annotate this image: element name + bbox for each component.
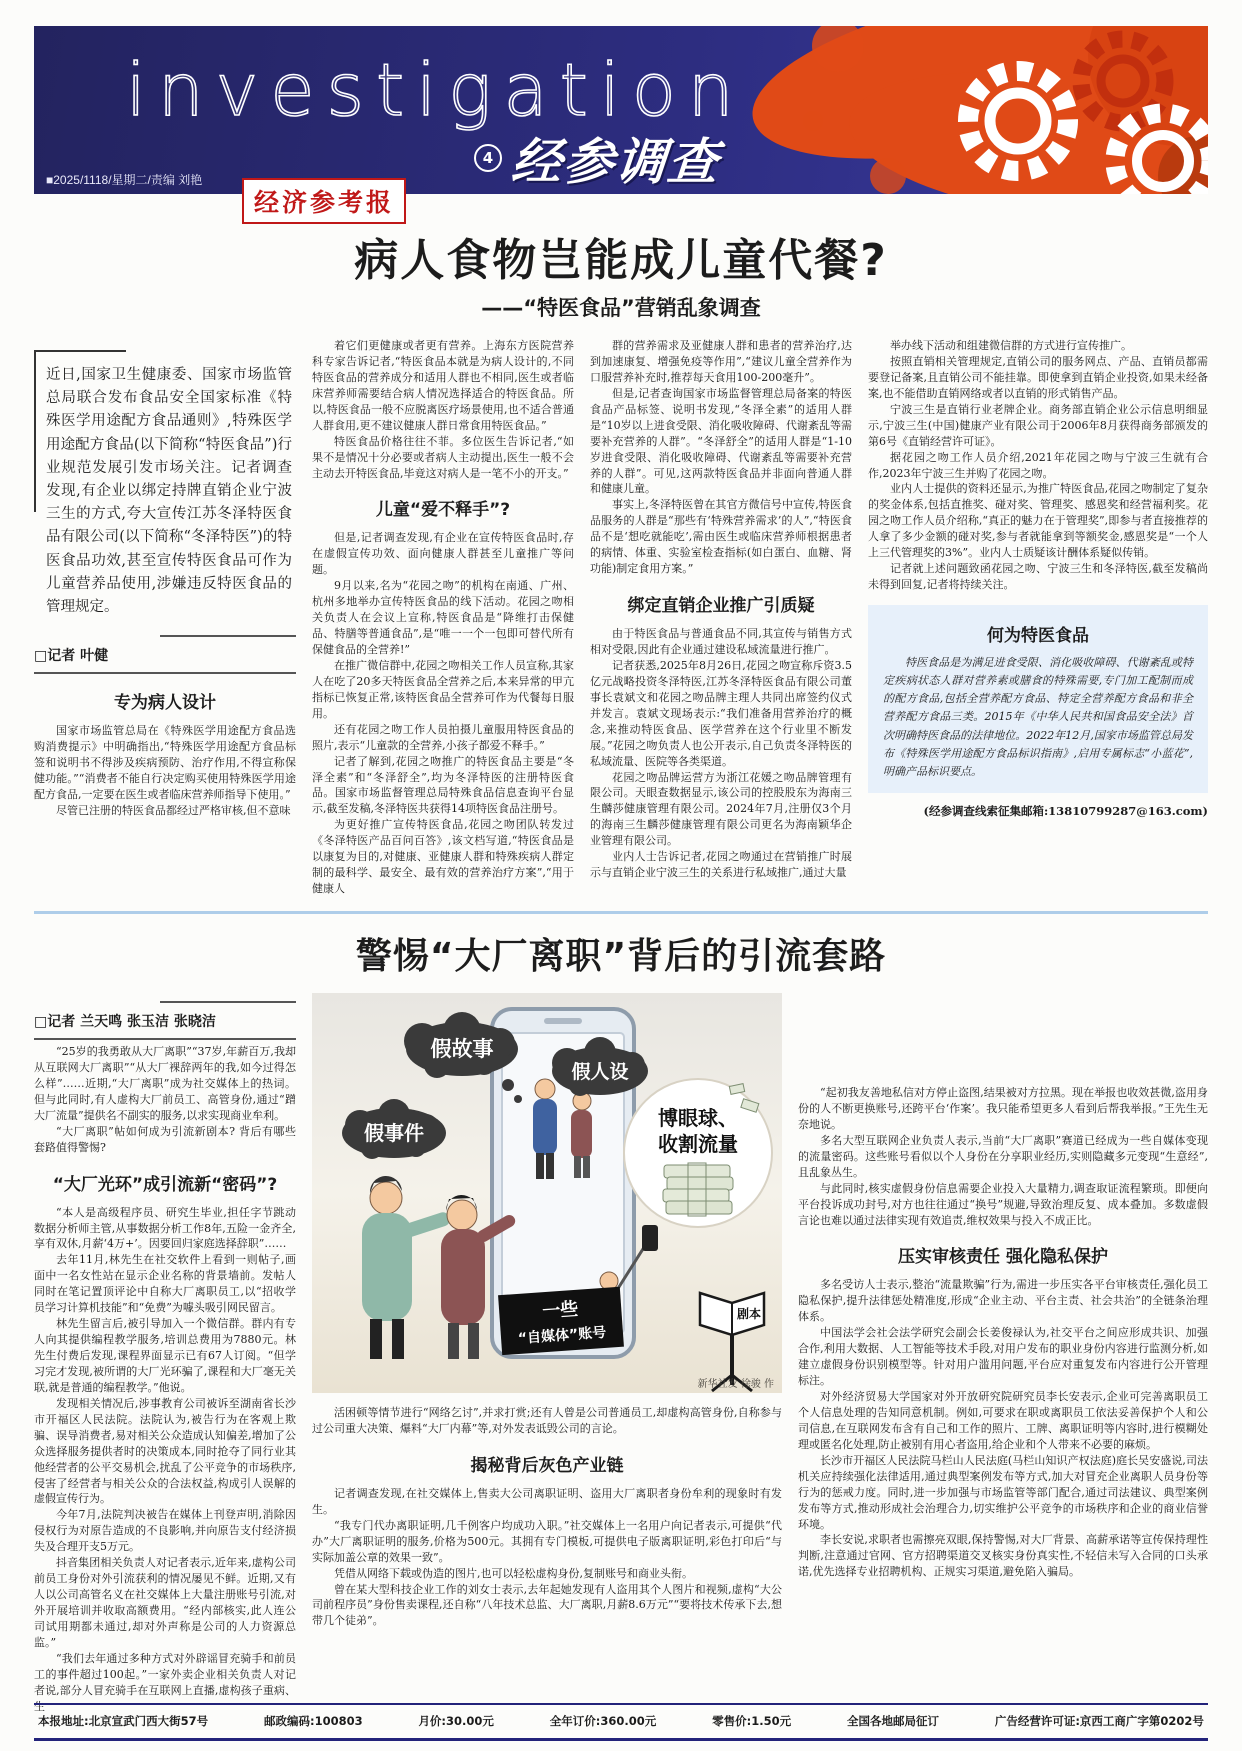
masthead-english-title: investigation bbox=[126, 48, 746, 132]
dateline: ■2025/1118/星期二/责编 刘艳 bbox=[46, 173, 203, 187]
article2-headline: 警惕“大厂离职”背后的引流套路 bbox=[355, 936, 887, 977]
article-paragraph: 业内人士告诉记者,花园之吻通过在营销推广时展示与直销企业宁波三生的关系进行私域推广,通过大量 bbox=[590, 850, 852, 880]
article1-col2 bbox=[312, 338, 574, 897]
masthead bbox=[34, 26, 1208, 194]
script-label: 剧本 bbox=[736, 1307, 762, 1321]
cartoon-bubble3-label: 假事件 bbox=[364, 1121, 424, 1145]
page-footer bbox=[34, 1703, 1208, 1741]
article-paragraph: 多名受访人士表示,整治“流量欺骗”行为,需进一步压实各平台审核责任,强化员工隐私保护,提升法律惩处精准度,形成“企业主动、平台主责、社会共治”的全链条治理体系。 bbox=[798, 1278, 1208, 1324]
footer-retail-price: 零售价:1.50元 bbox=[712, 1714, 792, 1728]
article2-col3 bbox=[798, 993, 1208, 1580]
section-heading: “大厂光环”成引流新“密码”? bbox=[52, 1174, 278, 1195]
article-paragraph: 记者获悉,2025年8月26日,花园之吻宣称斥资3.5亿元战略投资冬泽特医,江苏冬泽特医食品有限公司董事长袁斌文和花园之吻品牌主理人共同出席签约仪式并发言。袁斌文现场表示:“我们准备用营养治疗的概念,来推动特医食品、医学营养在这个行业里不断发展。”花园之吻负责人也公开表示,自己负责冬泽特医的私域流量、医院等各类渠道。 bbox=[590, 658, 852, 768]
article-paragraph: 曾在某大型科技企业工作的刘女士表示,去年起她发现有人盗用其个人图片和视频,虚构“大公司前程序员”身份售卖课程,还自称“八年技术总监、大厂离职,月薪8.6万元”“要将技术传承下去,想带几个徒弟”。 bbox=[312, 1582, 782, 1628]
section-title: 经参调查 bbox=[509, 133, 723, 191]
article-paragraph: 记者了解到,花园之吻推广的特医食品主要是“冬泽全素”和“冬泽舒全”,均为冬泽特医的注册特医食品。国家市场监督管理总局特殊食品信息查询平台显示,截至发稿,冬泽特医共获得14项特医食品注册号。 bbox=[312, 754, 574, 816]
article-paragraph: 抖音集团相关负责人对记者表示,近年来,虚构公司前员工身份对外引流获利的情况屡见不鲜。近期,又有人以公司高管名义在社交媒体上大量注册账号引流,对外开展培训并收取高额费用。“经内部核实,此人连公司试用期都未通过,却对外声称是公司的人力资源总监。” bbox=[34, 1556, 296, 1649]
article-paragraph: 凭借从网络下载或伪造的图片,也可以轻松虚构身份,复制账号和商业头衔。 bbox=[334, 1566, 693, 1580]
footer-monthly-price: 月价:30.00元 bbox=[418, 1714, 494, 1728]
money-stack-icon bbox=[663, 1163, 733, 1216]
sidebar-box-title: 何为特医食品 bbox=[987, 626, 1089, 646]
article-paragraph: 国家市场监管总局在《特殊医学用途配方食品选购消费提示》中明确指出,“特殊医学用途配方食品标签和说明书不得涉及疾病预防、治疗作用,不得宣称保健功能。”“消费者不能自行决定购买使用特殊医学用途配方食品,一定要在医生或者临床营养师指导下使用。” bbox=[34, 724, 296, 801]
article-paragraph: 活困顿等情节进行“网络乞讨”,并求打赏;还有人曾是公司普通员工,却虚构高管身份,自称参与过公司重大决策、爆料“大厂内幕”等,对外发表诋毁公司的言论。 bbox=[312, 1406, 782, 1435]
article1-col1 bbox=[34, 338, 296, 819]
article1-columns bbox=[0, 338, 1242, 897]
footer-annual-price: 全年订价:360.00元 bbox=[549, 1714, 657, 1728]
editorial-cartoon bbox=[312, 993, 782, 1393]
article1-lede: 近日,国家卫生健康委、国家市场监管总局联合发布食品安全国家标准《特殊医学用途配方食品通则》,特殊医学用途配方食品(以下简称“特医食品”)行业规范发展引发市场关注。记者调查发现,有企业以绑定持牌直销企业宁波三生的方式,夸大宣传江苏冬泽特医食品有限公司(以下简称“冬泽特医”)的特医食品功效,甚至宣传特医食品可作为儿童营养品使用,涉嫌违反特医食品的管理规定。 bbox=[34, 338, 296, 627]
circle-line1: 博眼球、 bbox=[658, 1106, 738, 1130]
section-divider bbox=[34, 911, 1208, 914]
footer-address: 本报地址:北京宣武门西大街57号 bbox=[38, 1714, 209, 1728]
article-paragraph: 长沙市开福区人民法院马栏山人民法庭(马栏山知识产权法庭)庭长吴安盛说,司法机关应持续强化法律适用,通过典型案例发布等方式,加大对冒充企业离职人员身份等行为的惩戒力度。同时,进一步加强与市场监管等部门配合,通过司法建议、典型案例发布等方式,推动形成社会治理合力,切实维护公平竞争的市场秩序和企业的商业信誉环境。 bbox=[798, 1453, 1208, 1531]
article2-col1-body bbox=[34, 1044, 296, 1715]
section-heading: 儿童“爱不释手”? bbox=[375, 500, 511, 521]
article-paragraph: 记者就上述问题致函花园之吻、宁波三生和冬泽特医,截至发稿尚未得到回复,记者将持续关注。 bbox=[868, 562, 1208, 592]
section-heading: 绑定直销企业推广引质疑 bbox=[627, 596, 815, 617]
article2-byline: □记者 兰天鸣 张玉洁 张晓洁 bbox=[34, 993, 296, 1040]
article-paragraph: 与此同时,核实虚假身份信息需要企业投入大量精力,调查取证流程繁琐。即便向平台投诉成功封号,对方也往往通过“换号”规避,导致治理反复、成本叠加。多数虚假言论也难以通过法律实现有效追责,维权效果与投入不成正比。 bbox=[798, 1181, 1208, 1227]
article-paragraph: 但是,记者调查发现,有企业在宣传特医食品时,存在虚假宣传功效、面向健康人群甚至儿童推广等问题。 bbox=[312, 531, 574, 577]
article-paragraph: 着它们更健康或者更有营养。上海东方医院营养科专家告诉记者,“特医食品本就是为病人设计的,不同特医食品的营养成分和适用人群也不相同,医生或者临床营养师需要结合病人情况选择适合的特医食品。所以,特医食品一般不应脱离医疗场景使用,也不适合普通人群食用,更不建议健康人群日常食用特医食品。” bbox=[312, 339, 574, 432]
article-paragraph: 中国法学会社会法学研究会副会长姜俊禄认为,社交平台之间应形成共识、加强合作,利用大数据、人工智能等技术手段,对用户发布的职业身份内容进行监测分析,如建立虚假身份识别模型等。针对用户滥用问题,平台应对重复发布内容进行公开管理标注。 bbox=[798, 1326, 1208, 1388]
article-paragraph: 举办线下活动和组建微信群的方式进行宣传推广。 bbox=[890, 339, 1132, 352]
article-paragraph: 在推广微信群中,花园之吻相关工作人员宣称,其家人在吃了20多天特医食品全营养之后,本来异常的甲亢指标已恢复正常,该特医食品全营养可作为代餐每日服用。 bbox=[312, 658, 574, 720]
circle-line2: 收割流量 bbox=[658, 1132, 738, 1156]
newspaper-logo: 经济参考报 bbox=[242, 178, 406, 224]
cartoon-credit: 新华社发 徐骏 作 bbox=[697, 1379, 774, 1390]
article-paragraph: “起初我友善地私信对方停止盗图,结果被对方拉黑。现在举报也收效甚微,盗用身份的人不断更换账号,还跨平台‘作案’。我只能希望更多人看到后帮我举报。”王先生无奈地说。 bbox=[798, 1086, 1208, 1131]
article-paragraph: 业内人士提供的资料还显示,为推广特医食品,花园之吻制定了复杂的奖金体系,包括直推奖、碰对奖、管理奖、感恩奖和经营福利奖。花园之吻工作人员介绍称,“真正的魅力在于管理奖”,即参与者直接推荐的人拿了多少金额的碰对奖,参与者就能拿到等额奖金,感恩奖是“一个人上三代管理奖的3%”。业内人士质疑该计酬体系疑似传销。 bbox=[868, 482, 1208, 560]
article-paragraph: 据花园之吻工作人员介绍,2021年花园之吻与宁波三生就有合作,2023年宁波三生并购了花园之吻。 bbox=[868, 450, 1208, 480]
section-heading: 专为病人设计 bbox=[114, 693, 216, 714]
traffic-harvest-circle bbox=[624, 1079, 772, 1227]
section-heading: 揭秘背后灰色产业链 bbox=[470, 1455, 624, 1476]
article-paragraph: 今年7月,法院判决被告在媒体上刊登声明,消除因侵权行为对原告造成的不良影响,并向原告支付经济损失及合理开支5万元。 bbox=[34, 1508, 296, 1554]
article-paragraph: 特医食品价格往往不菲。多位医生告诉记者,“如果不是情况十分必要或者病人主动提出,医生一般不会主动去开特医食品,毕竟这对病人是一笔不小的开支。” bbox=[312, 434, 574, 480]
cartoon-bubble2-label: 假人设 bbox=[571, 1061, 629, 1083]
article-paragraph: 去年11月,林先生在社交软件上看到一则帖子,画面中一名女性站在显示企业名称的背景墙前。发帖人同时在笔记置顶评论中自称大厂离职员工,以“招收学员学习计算机技能”和“免费”为噱头吸引网民留言。 bbox=[34, 1253, 296, 1315]
article-paragraph: 林先生留言后,被引导加入一个微信群。群内有专人向其提供编程教学服务,培训总费用为7880元。林先生付费后发现,课程界面显示已有67人订阅。“但学习完才发现,被所谓的大厂光环骗了,课程和大厂毫无关联,就是普通的编程教学。”他说。 bbox=[34, 1317, 296, 1394]
article-paragraph: 群的营养需求及亚健康人群和患者的营养治疗,达到加速康复、增强免疫等作用”,“建议儿童全营养作为口服营养补充时,推荐每天食用100-200毫升”。 bbox=[590, 339, 852, 384]
self-media-sign bbox=[498, 1287, 624, 1355]
article2-col2-body bbox=[312, 1405, 782, 1629]
article-paragraph: “25岁的我勇敢从大厂离职”“37岁,年薪百万,我却从互联网大厂离职”“从大厂裸辞两年的我,如今过得怎么样”……近期,“大厂离职”成为社交媒体上的热词。但与此同时,有人虚构大厂前员工、高管身份,通过“蹭大厂流量”提供名不副实的服务,以求实现商业牟利。 bbox=[34, 1045, 296, 1122]
article-paragraph: 还有花园之吻工作人员拍摄儿童服用特医食品的照片,表示“儿童款的全营养,小孩子都爱不释手。” bbox=[312, 722, 574, 752]
page-number-badge: 4 bbox=[474, 144, 502, 172]
article1-headline: 病人食物岂能成儿童代餐? bbox=[354, 235, 888, 286]
article1-byline: □记者 叶健 bbox=[34, 627, 296, 674]
article2-columns bbox=[0, 993, 1242, 1715]
article-paragraph: 事实上,冬泽特医曾在其官方微信号中宣传,特医食品服务的人群是“那些有‘特殊营养需求’的人”,“特医食品不是‘想吃就能吃’,需由医生或临床营养师根据患者的病情、体重、实验室检查指标(如白蛋白、血糖、肾功能)制定食用方案。” bbox=[590, 498, 852, 576]
article-paragraph: 发现相关情况后,涉事教育公司被诉至湖南省长沙市开福区人民法院。法院认为,被告行为在客观上欺骗、误导消费者,易对相关公众造成认知偏差,增加了公众选择服务提供者时的决策成本,同时抢夺了同行业其他经营者的公平交易机会,扰乱了公平竞争的市场秩序,侵害了经营者与相关公众的合法权益,构成引人误解的虚假宣传行为。 bbox=[34, 1396, 296, 1506]
article-paragraph: 对外经济贸易大学国家对外开放研究院研究员李长安表示,企业可完善离职员工个人信息处理的告知同意机制。例如,可要求在职或离职员工依法妥善保护个人和公司信息,在互联网发布含有自己和工作的照片、工牌、离职证明等内容时,进行模糊处理或匿名化处理,防止被别有用心者盗用,给企业和个人带来不必要的麻烦。 bbox=[798, 1390, 1208, 1451]
section-heading: 压实审核责任 强化隐私保护 bbox=[898, 1247, 1108, 1268]
article-paragraph: 由于特医食品与普通食品不同,其宣传与销售方式相对受限,因此有企业通过建设私域流量进行推广。 bbox=[590, 627, 852, 656]
footer-subscription-note: 全国各地邮局征订 bbox=[846, 1714, 939, 1728]
article-paragraph: 宁波三生是直销行业老牌企业。商务部直销企业公示信息明细显示,宁波三生(中国)健康产业有限公司于2006年8月获得商务部颁发的第6号《直销经营许可证》。 bbox=[868, 402, 1208, 448]
tip-hotline: (经参调查线索征集邮箱:13810799287@163.com) bbox=[923, 803, 1208, 818]
article-paragraph: 花园之吻品牌运营方为浙江花媛之吻品牌管理有限公司。天眼查数据显示,该公司的控股股东为海南三生麟莎健康管理有限公司。2024年7月,注册仅3个月的海南三生麟莎健康管理有限公司更名为海南颖华企业管理有限公司。 bbox=[590, 770, 852, 848]
article-paragraph: 李长安说,求职者也需擦亮双眼,保持警惕,对大厂背景、高薪承诺等宣传保持理性判断,注意通过官网、官方招聘渠道交叉核实身份真实性,不轻信未写入合同的口头承诺,优先选择专业招聘机构、正规实习渠道,避免陷入骗局。 bbox=[798, 1533, 1208, 1579]
cartoon-bubble1-label: 假故事 bbox=[430, 1037, 494, 1061]
article-paragraph: 多名大型互联网企业负责人表示,当前“大厂离职”赛道已经成为一些自媒体变现的流量密码。这些账号看似以个人身份在分享职业经历,实则隐藏多元变现“生意经”,且乱象丛生。 bbox=[798, 1133, 1208, 1179]
article-paragraph: 为更好推广宣传特医食品,花园之吻团队转发过《冬泽特医产品百问百答》,该文档写道,“特医食品是以康复为目的,对健康、亚健康人群和特殊疾病人群定制的最科学、最安全、最有效的营养治疗方案”,“用于健康人 bbox=[312, 818, 574, 896]
article2-col1 bbox=[34, 993, 296, 1715]
article-paragraph: 但是,记者查询国家市场监督管理总局备案的特医食品产品标签、说明书发现,“冬泽全素”的适用人群是“10岁以上进食受限、消化吸收障碍、代谢紊乱等需要补充营养的人群”。“冬泽舒全”的适用人群是“1-10岁进食受限、消化吸收障碍、代谢紊乱等需要补充营养的人群”。可见,这两款特医食品并非面向普通人群和健康儿童。 bbox=[590, 386, 852, 496]
article1-col1-body bbox=[34, 688, 296, 819]
sign-line1: 一些 bbox=[541, 1298, 579, 1323]
article-paragraph: “大厂离职”帖如何成为引流新剧本? 背后有哪些套路值得警惕? bbox=[34, 1124, 296, 1154]
article1-col4-body bbox=[868, 338, 1208, 593]
article1-col4 bbox=[868, 338, 1208, 819]
article-paragraph: 9月以来,名为“花园之吻”的机构在南通、广州、杭州多地举办宣传特医食品的线下活动。花园之吻相关负责人在会议上宣称,特医食品是“降维打击保健品、特膳等普通食品”,是“唯一一个一包即可替代所有保健食品的全营养!” bbox=[312, 579, 574, 656]
article1-subtitle: ——“特医食品”营销乱象调查 bbox=[481, 296, 761, 320]
footer-ad-license: 广告经营许可证:京西工商广字第0202号 bbox=[994, 1714, 1204, 1728]
article1-col3 bbox=[590, 338, 852, 881]
article-paragraph: “本人是高级程序员、研究生毕业,担任字节跳动数据分析师主管,从事数据分析工作8年,五险一金齐全,享有双休,月薪‘4万+’。因要回归家庭选择辞职”…… bbox=[34, 1205, 296, 1251]
article-paragraph: “我专门代办离职证明,几千例客户均成功入职。”社交媒体上一名用户向记者表示,可提供“代办”大厂离职证明的服务,价格为500元。其拥有专门模板,可提供电子版离职证明,彩色打印后“与实际加盖公章的效果一致”。 bbox=[312, 1518, 782, 1564]
article-paragraph: 按照直销相关管理规定,直销公司的服务网点、产品、直销员都需要登记备案,且直销公司不能挂靠。即使拿到直销企业投资,如果未经备案,也不能借助直销网络或者以直销的形式销售产品。 bbox=[868, 354, 1208, 400]
article2-col2 bbox=[312, 993, 782, 1629]
article-paragraph: 尽管已注册的特医食品都经过严格审核,但不意味 bbox=[56, 803, 291, 817]
article-paragraph: “我们去年通过多种方式对外辟谣冒充骑手和前员工的事件超过100起。”一家外卖企业相关负责人对记者说,部分人冒充骑手在互联网上直播,虚构孩子重病、生 bbox=[34, 1651, 296, 1713]
sidebar-box-body: 特医食品是为满足进食受限、消化吸收障碍、代谢紊乱或特定疾病状态人群对营养素或膳食的特殊需要,专门加工配制而成的配方食品,包括全营养配方食品、特定全营养配方食品和非全营养配方食品三类。2015年《中华人民共和国食品安全法》首次明确特医食品的法律地位。2022年12月,国家市场监管总局发布《特殊医学用途配方食品标识指南》,启用专属标志“小蓝花”,明确产品标识要点。 bbox=[883, 656, 1193, 778]
sign-line2: “自媒体”账号 bbox=[517, 1324, 607, 1347]
sidebar-box bbox=[868, 605, 1208, 793]
footer-postcode: 邮政编码:100803 bbox=[263, 1714, 363, 1728]
article-paragraph: 记者调查发现,在社交媒体上,售卖大公司离职证明、盗用大厂离职者身份牟利的现象时有发生。 bbox=[312, 1486, 782, 1516]
